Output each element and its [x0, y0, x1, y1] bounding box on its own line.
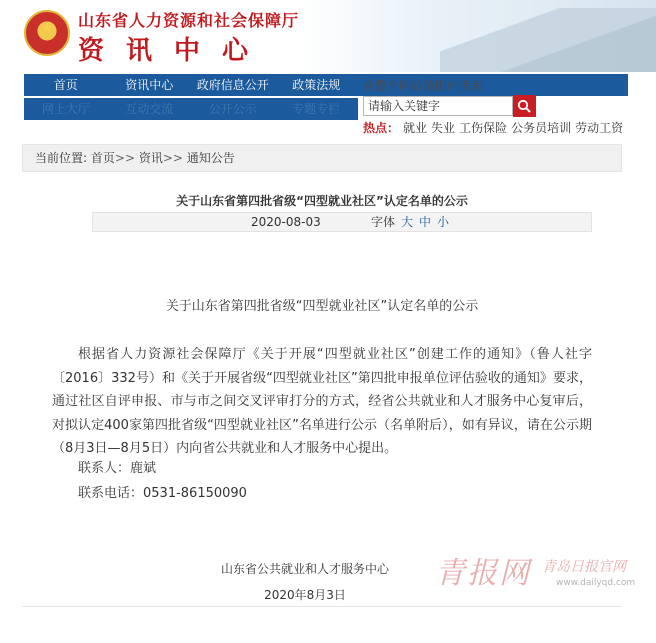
search-button[interactable] [513, 95, 536, 117]
watermark-url: www.dailyqd.com [556, 578, 636, 588]
nav-item-policy[interactable]: 政策法规 [292, 78, 341, 92]
article-meta-bar [92, 212, 592, 232]
site-header [0, 0, 656, 72]
font-size-large[interactable]: 大 [401, 215, 414, 229]
hot-link-civil-training[interactable]: 公务员培训 [511, 121, 572, 135]
document-heading: 关于山东省第四批省级“四型就业社区”认定名单的公示 [165, 299, 479, 314]
hot-topics [363, 119, 623, 136]
nav-item-interaction[interactable]: 互动交流 [125, 102, 174, 116]
hot-label: 热点： [363, 121, 400, 135]
breadcrumb-notices[interactable]: 通知公告 [186, 151, 235, 165]
contact-person: 联系人：鹿斌 [78, 461, 157, 476]
banner-mountain-image [440, 8, 656, 72]
nav-item-topics[interactable]: 专题专栏 [292, 102, 341, 116]
hot-link-labor-wage[interactable]: 劳动工资 [575, 121, 624, 135]
main-nav [24, 74, 358, 96]
nav-item-home[interactable]: 首页 [53, 78, 78, 92]
font-size-label: 字体 [371, 215, 396, 229]
font-size-medium[interactable]: 中 [419, 215, 432, 229]
site-name: 资讯中心 [78, 36, 271, 66]
nav-item-news[interactable]: 资讯中心 [125, 78, 174, 92]
font-size-control [371, 213, 449, 231]
hot-link-employment[interactable]: 就业 [403, 121, 428, 135]
watermark-brand: 青报网 [435, 556, 531, 591]
document-paragraph: 根据省人力资源社会保障厅《关于开展“四型就业社区”创建工作的通知》（鲁人社字〔2016〕332号）和《关于开展省级“四型就业社区”第四批申报单位评估验收的通知》要求，通过社区自评申报、市与市之间交叉评审打分的方式，经省公共就业和人才服务中心复审后，对拟认定400家第四批省级“四型就业社区”名单进行公示（名单附后），如有异议，请在公示期（8月3日—8月5日）内向省公共就业和人才服务中心提出。 [52, 347, 592, 457]
nav-item-public-notice[interactable]: 公开公示 [208, 102, 257, 116]
hot-link-injury-insurance[interactable]: 工伤保险 [459, 121, 508, 135]
breadcrumb [22, 144, 622, 172]
breadcrumb-news[interactable]: 资讯 [138, 151, 163, 165]
breadcrumb-separator: >> [162, 151, 183, 165]
signature-org: 山东省公共就业和人才服务中心 [220, 562, 389, 576]
secondary-nav [24, 98, 358, 120]
nav-item-gov-info[interactable]: 政府信息公开 [196, 78, 269, 92]
hot-link-unemployment[interactable]: 失业 [431, 121, 456, 135]
breadcrumb-home[interactable]: 首页 [90, 151, 115, 165]
search-icon [517, 99, 531, 113]
breadcrumb-prefix: 当前位置: [35, 151, 88, 165]
article-date: 2020-08-03 [251, 215, 321, 229]
search-hint: 在整个网站范围内搜索 [363, 79, 484, 93]
watermark-logo [435, 548, 531, 592]
search-input[interactable]: 请输入关键字 [363, 96, 513, 116]
nav-item-online-hall[interactable]: 网上大厅 [41, 102, 90, 116]
breadcrumb-separator: >> [114, 151, 135, 165]
contact-phone: 联系电话：0531-86150090 [78, 486, 247, 501]
page-divider [22, 606, 622, 607]
article-title: 关于山东省第四批省级“四型就业社区”认定名单的公示 [176, 194, 468, 208]
org-name: 山东省人力资源和社会保障厅 [78, 11, 300, 30]
font-size-small[interactable]: 小 [437, 215, 450, 229]
national-emblem-icon: ★ [24, 10, 70, 56]
watermark-brand-secondary: 青岛日报官网 [542, 559, 626, 575]
signature-date: 2020年8月3日 [264, 588, 346, 602]
